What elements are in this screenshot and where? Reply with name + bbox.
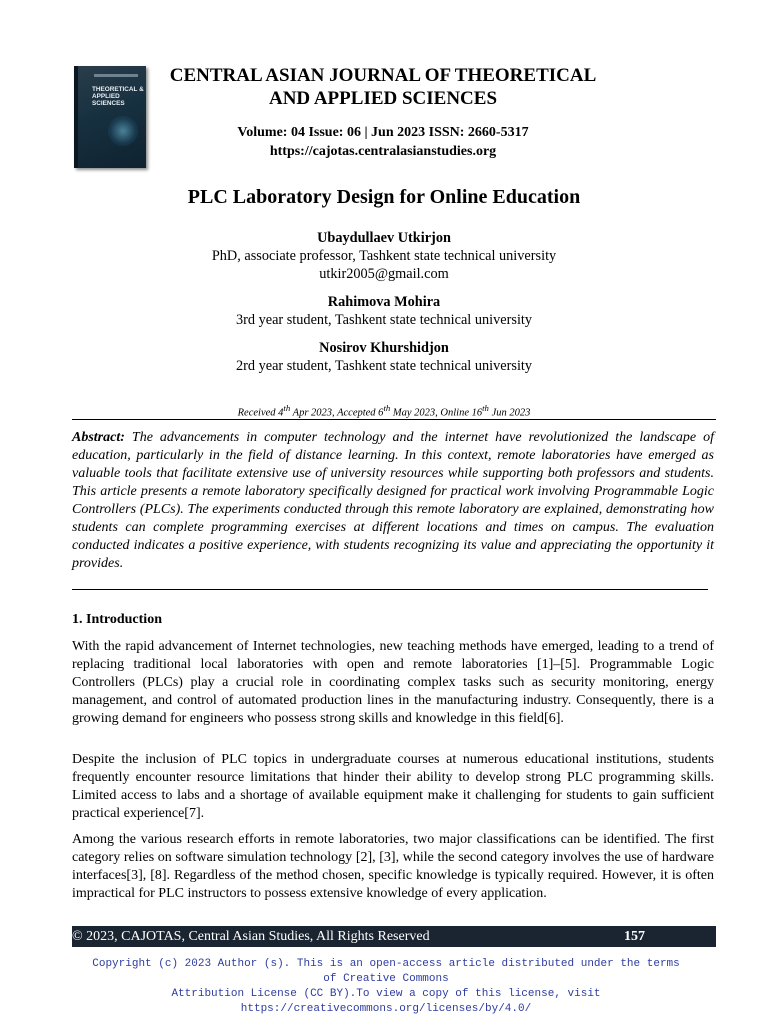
license-link[interactable]: Attribution License (CC BY).To view a copy of this license, visit https://creativecommons.org/licenses/by/4.0/ <box>171 988 601 1015</box>
author-affiliation: 2rd year student, Tashkent state technical university <box>235 358 533 374</box>
body-paragraph: Among the various research efforts in remote laboratories, two major classifications can be identified. The first category relies on software simulation technology [2], [3], while the second category involves the use of hardware interfaces[3], [8]. Regardless of the method chosen, specific knowledge is typically required. However, it is often impractical for PLC instructors to possess extensive knowledge of every application. <box>72 832 714 901</box>
author-affiliation: PhD, associate professor, Tashkent state technical university <box>211 248 557 264</box>
author-block <box>0 229 768 375</box>
journal-title-line1: CENTRAL ASIAN JOURNAL OF THEORETICAL <box>169 65 597 86</box>
section-heading: 1. Introduction <box>72 612 162 627</box>
page-number: 157 <box>624 929 645 944</box>
author-name: Nosirov Khurshidjon <box>319 340 449 356</box>
journal-meta <box>160 123 606 161</box>
copyright-text: © 2023, CAJOTAS, Central Asian Studies, All Rights Reserved <box>72 929 430 944</box>
body-paragraph: Despite the inclusion of PLC topics in undergraduate courses at numerous educational institutions, students frequently encounter resource limitations that hinder their ability to develop strong PLC programming skills. Limited access to labs and a shortage of available equipment make it challenging for students to gain sufficient practical experience[7]. <box>72 752 714 821</box>
cover-header-bar <box>94 74 138 77</box>
footer-bar <box>72 926 716 947</box>
received-dates: Received 4th Apr 2023, Accepted 6th May 2023, Online 16th Jun 2023 <box>237 403 531 419</box>
abstract-label: Abstract: <box>72 430 125 445</box>
journal-url-link[interactable]: https://cajotas.centralasianstudies.org <box>269 144 497 159</box>
abstract <box>72 429 714 573</box>
divider-line <box>72 419 716 420</box>
cover-title: THEORETICAL & APPLIED SCIENCES <box>92 86 144 107</box>
author-name: Rahimova Mohira <box>327 294 441 310</box>
paper-title: PLC Laboratory Design for Online Education <box>187 186 581 208</box>
abstract-text: The advancements in computer technology and the internet have revolutionized the landscape of education, particularly in the field of distance learning. In this context, remote laboratories have emerged as valuable tools that facilitate extensive use of university resources while supporting both professors and students. This article presents a remote laboratory specifically designed for practical work involving Programmable Logic Controllers (PLCs). The experiments conducted through this remote laboratory are explained, demonstrating how students can complete programming exercises at different locations and times on campus. The evaluation conducted indicates a positive experience, with students recognizing its value and appreciating the opportunity it provides. <box>72 430 714 571</box>
license-notice <box>86 957 686 1017</box>
divider-line <box>72 589 708 590</box>
author-name: Ubaydullaev Utkirjon <box>317 230 451 246</box>
body-paragraph: With the rapid advancement of Internet technologies, new teaching methods have emerged, leading to a trend of replacing traditional local laboratories with open and remote laboratories [1]–[5]. Programmable Logic Controllers (PLCs) play a crucial role in coordinating complex tasks such as security monitoring, energy management, and control of automated production lines in the manufacturing industry. Consequently, there is a growing demand for engineers who possess strong skills and knowledge in this field[6]. <box>72 639 714 726</box>
volume-issue-line: Volume: 04 Issue: 06 | Jun 2023 ISSN: 2660-5317 <box>237 125 529 140</box>
author-affiliation: 3rd year student, Tashkent state technical university <box>235 312 533 328</box>
journal-title <box>160 64 606 110</box>
cover-graphic <box>108 116 138 146</box>
journal-cover-image <box>74 66 146 168</box>
journal-title-line2: AND APPLIED SCIENCES <box>268 88 498 109</box>
license-line: Copyright (c) 2023 Author (s). This is an open-access article distributed under the terms of Creative Commons <box>92 958 680 985</box>
author-email-link[interactable]: utkir2005@gmail.com <box>319 266 449 282</box>
